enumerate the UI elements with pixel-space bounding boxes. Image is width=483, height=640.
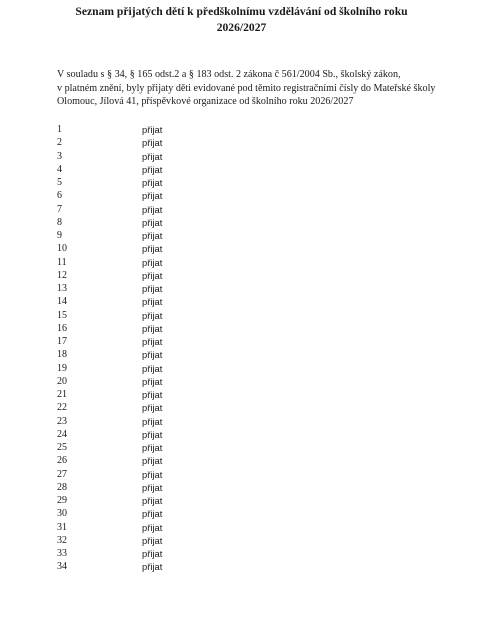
- list-item: [57, 468, 257, 481]
- admission-status: přijat: [142, 548, 163, 559]
- intro-line-1: V souladu s § 34, § 165 odst.2 a § 183 odst. 2 zákona č 561/2004 Sb., školský zákon,: [57, 69, 401, 80]
- list-item: [57, 322, 257, 335]
- registration-number: 30: [57, 508, 67, 520]
- list-item: [57, 295, 257, 308]
- admission-status: přijat: [142, 243, 163, 255]
- admission-status: přijat: [142, 521, 163, 533]
- list-item: [57, 362, 257, 375]
- list-item: [57, 441, 257, 454]
- admission-status: přijat: [142, 428, 163, 440]
- registration-number: 16: [57, 322, 67, 334]
- registration-number: 20: [57, 375, 67, 387]
- admission-status: přijat: [142, 203, 163, 215]
- registration-number: 23: [57, 415, 67, 427]
- registration-number: 9: [57, 230, 62, 241]
- admission-status: přijat: [142, 216, 163, 228]
- list-item: [57, 428, 257, 441]
- admission-status: přijat: [142, 322, 163, 334]
- intro-line-2: v platném znění, byly přijaty děti evidované pod těmito registračními čísly do Mateřské školy: [57, 82, 436, 94]
- list-item: [57, 176, 257, 189]
- admission-status: přijat: [142, 137, 163, 149]
- list-item: [57, 494, 257, 507]
- registration-number: 18: [57, 349, 67, 361]
- list-item: [57, 547, 257, 560]
- admission-status: přijat: [142, 534, 163, 546]
- list-item: [57, 507, 257, 520]
- list-item: [57, 388, 257, 401]
- admission-status: přijat: [142, 415, 163, 427]
- title-line-1: Seznam přijatých dětí k předškolnímu vzdělávání od školního roku: [75, 5, 408, 18]
- list-item: [57, 203, 257, 216]
- list-item: [57, 163, 257, 176]
- registration-number: 17: [57, 336, 67, 347]
- registration-number: 5: [57, 177, 62, 188]
- registration-number: 21: [57, 389, 67, 400]
- admission-status: přijat: [142, 468, 163, 480]
- admission-status: přijat: [142, 362, 163, 374]
- list-item: [57, 521, 257, 534]
- admission-status: přijat: [142, 150, 163, 162]
- intro-paragraph: [57, 68, 457, 109]
- list-item: [57, 481, 257, 494]
- list-item: [57, 560, 257, 573]
- admission-status: přijat: [142, 402, 163, 414]
- registration-number: 3: [57, 150, 62, 162]
- admission-list: [57, 123, 257, 574]
- admission-status: přijat: [142, 442, 163, 453]
- admission-status: přijat: [142, 508, 163, 520]
- admission-status: přijat: [142, 455, 163, 467]
- list-item: [57, 269, 257, 282]
- list-item: [57, 348, 257, 361]
- registration-number: 24: [57, 428, 67, 440]
- list-item: [57, 189, 257, 202]
- admission-status: přijat: [142, 495, 163, 506]
- admission-status: přijat: [142, 309, 163, 321]
- admission-status: přijat: [142, 296, 163, 308]
- list-item: [57, 150, 257, 163]
- registration-number: 10: [57, 243, 67, 255]
- list-item: [57, 415, 257, 428]
- registration-number: 14: [57, 296, 67, 308]
- admission-status: přijat: [142, 336, 163, 347]
- list-item: [57, 309, 257, 322]
- registration-number: 1: [57, 124, 62, 135]
- admission-status: přijat: [142, 389, 163, 400]
- admission-status: přijat: [142, 481, 163, 493]
- list-item: [57, 242, 257, 255]
- registration-number: 31: [57, 521, 67, 533]
- registration-number: 28: [57, 481, 67, 493]
- admission-status: přijat: [142, 256, 163, 268]
- admission-status: přijat: [142, 561, 163, 573]
- registration-number: 4: [57, 163, 62, 175]
- admission-status: přijat: [142, 283, 163, 294]
- registration-number: 26: [57, 455, 67, 467]
- document-title: [40, 4, 443, 36]
- registration-number: 12: [57, 269, 67, 281]
- intro-line-3: Olomouc, Jílová 41, příspěvkové organizace od školního roku 2026/2027: [57, 96, 354, 108]
- list-item: [57, 123, 257, 136]
- list-item: [57, 216, 257, 229]
- list-item: [57, 282, 257, 295]
- admission-status: přijat: [142, 163, 163, 175]
- list-item: [57, 534, 257, 547]
- list-item: [57, 454, 257, 467]
- registration-number: 34: [57, 561, 67, 573]
- admission-status: přijat: [142, 230, 163, 241]
- registration-number: 29: [57, 495, 67, 506]
- list-item: [57, 375, 257, 388]
- admission-status: přijat: [142, 349, 163, 361]
- registration-number: 6: [57, 190, 62, 202]
- admission-status: přijat: [142, 177, 163, 188]
- list-item: [57, 229, 257, 242]
- registration-number: 8: [57, 216, 62, 228]
- title-line-2: 2026/2027: [216, 21, 267, 34]
- registration-number: 32: [57, 534, 67, 546]
- admission-status: přijat: [142, 375, 163, 387]
- registration-number: 11: [57, 256, 67, 268]
- registration-number: 13: [57, 283, 67, 294]
- list-item: [57, 256, 257, 269]
- registration-number: 2: [57, 137, 62, 149]
- registration-number: 15: [57, 309, 67, 321]
- list-item: [57, 136, 257, 149]
- admission-status: přijat: [142, 124, 163, 135]
- registration-number: 22: [57, 402, 67, 414]
- admission-status: přijat: [142, 190, 163, 202]
- registration-number: 19: [57, 362, 67, 374]
- registration-number: 7: [57, 203, 62, 215]
- registration-number: 25: [57, 442, 67, 453]
- registration-number: 33: [57, 548, 67, 559]
- registration-number: 27: [57, 468, 67, 480]
- admission-status: přijat: [142, 269, 163, 281]
- list-item: [57, 401, 257, 414]
- list-item: [57, 335, 257, 348]
